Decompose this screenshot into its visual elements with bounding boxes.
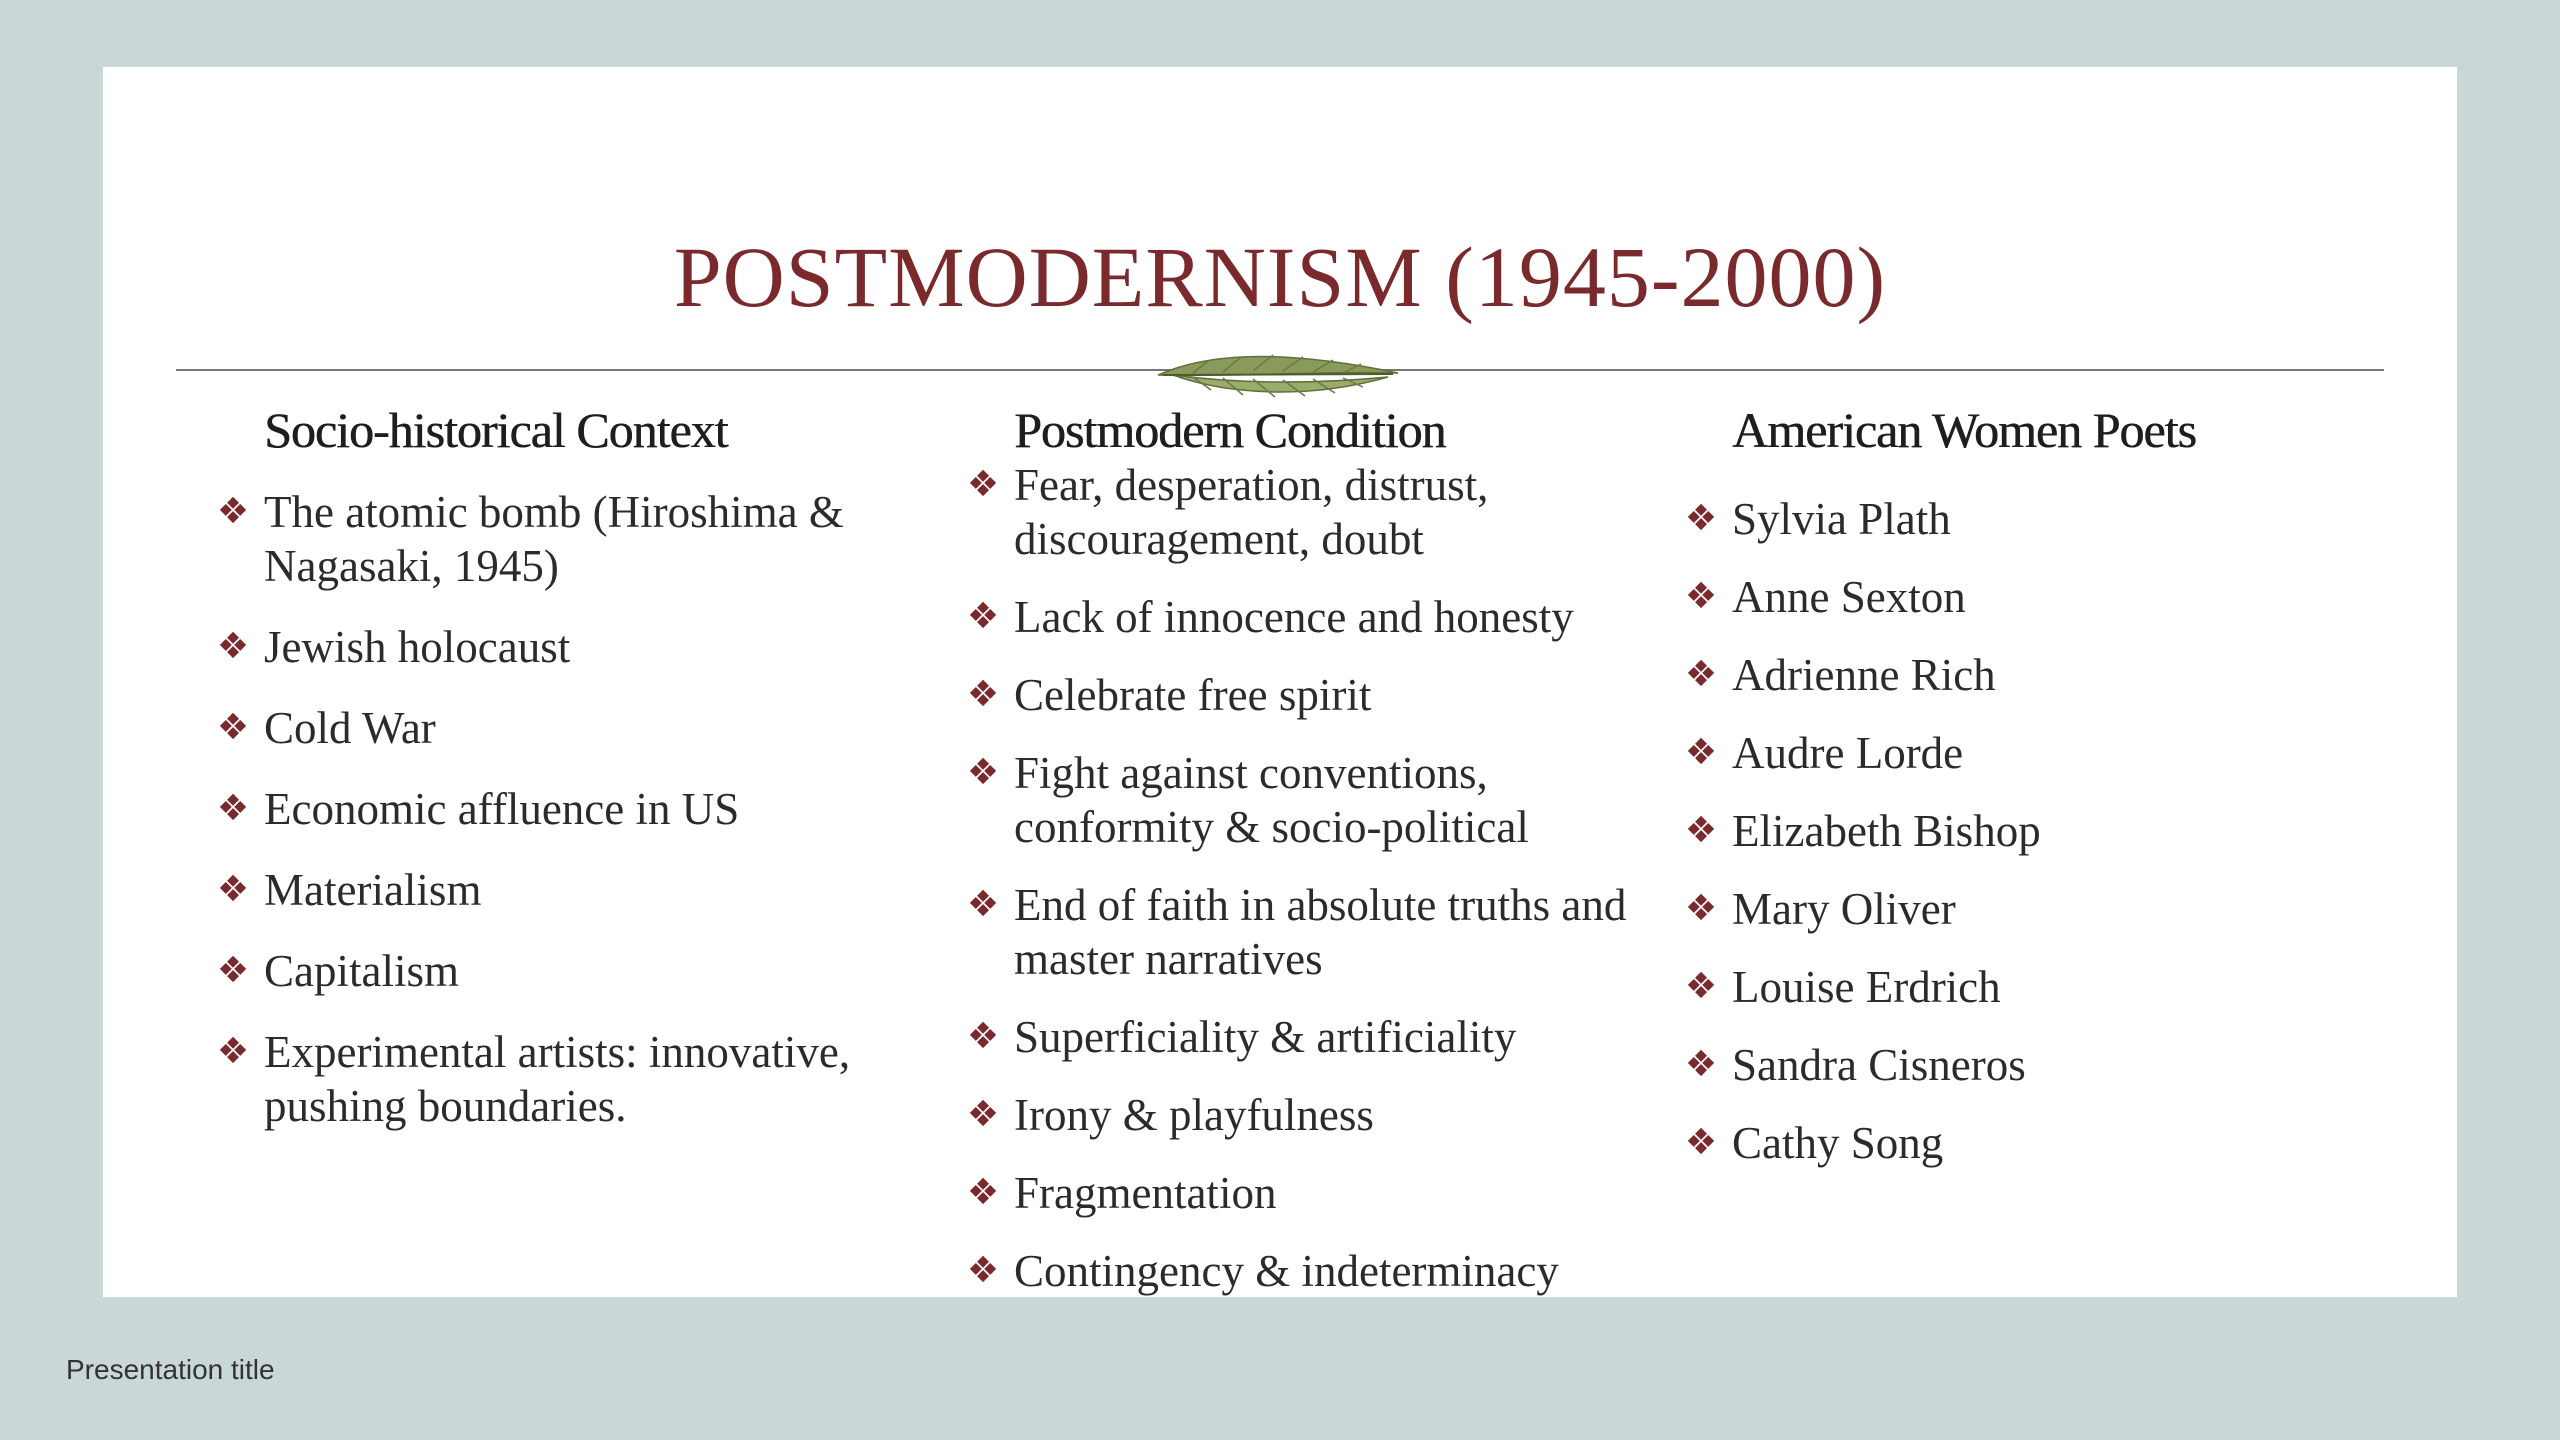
list-item: ❖ Adrienne Rich xyxy=(1681,648,2321,702)
slide-title[interactable]: POSTMODERNISM (1945-2000) xyxy=(673,229,1887,325)
diamond-bullet-icon: ❖ xyxy=(216,707,250,748)
diamond-bullet-icon: ❖ xyxy=(1684,966,1718,1007)
list-item: ❖ Fight against conventions, conformity & socio-political xyxy=(963,746,1663,854)
list-item: ❖ The atomic bomb (Hiroshima & Nagasaki, 1945) xyxy=(213,485,893,593)
list-item: ❖ Sylvia Plath xyxy=(1681,492,2321,546)
list-item: ❖ Contingency & indeterminacy xyxy=(963,1244,1663,1298)
column-heading: Postmodern Condition xyxy=(1014,402,1446,458)
diamond-bullet-icon: ❖ xyxy=(1684,732,1718,773)
diamond-bullet-icon: ❖ xyxy=(1684,1122,1718,1163)
list-item: ❖ Cathy Song xyxy=(1681,1116,2321,1170)
diamond-bullet-icon: ❖ xyxy=(966,674,1000,715)
diamond-bullet-icon: ❖ xyxy=(966,596,1000,637)
presentation-title-footer[interactable]: Presentation title xyxy=(66,1354,275,1385)
list-item: ❖ Fragmentation xyxy=(963,1166,1663,1220)
diamond-bullet-icon: ❖ xyxy=(216,869,250,910)
list-item: ❖ Mary Oliver xyxy=(1681,882,2321,936)
list-item: ❖ Sandra Cisneros xyxy=(1681,1038,2321,1092)
diamond-bullet-icon: ❖ xyxy=(966,1250,1000,1291)
list-item: ❖ Louise Erdrich xyxy=(1681,960,2321,1014)
column-heading: American Women Poets xyxy=(1732,402,2196,458)
list-item: ❖ Experimental artists: innovative, pushing boundaries. xyxy=(213,1025,893,1133)
diamond-bullet-icon: ❖ xyxy=(1684,576,1718,617)
list-item: ❖ Jewish holocaust xyxy=(213,620,893,674)
bullet-list xyxy=(213,485,893,1133)
list-item: ❖ Economic affluence in US xyxy=(213,782,893,836)
list-item: ❖ Anne Sexton xyxy=(1681,570,2321,624)
list-item: ❖ Lack of innocence and honesty xyxy=(963,590,1663,644)
diamond-bullet-icon: ❖ xyxy=(216,626,250,667)
column-postmodern-condition[interactable] xyxy=(963,403,1663,1298)
list-item: ❖ Capitalism xyxy=(213,944,893,998)
diamond-bullet-icon: ❖ xyxy=(1684,1044,1718,1085)
list-item: ❖ Materialism xyxy=(213,863,893,917)
column-heading: Socio-historical Context xyxy=(264,402,728,458)
diamond-bullet-icon: ❖ xyxy=(966,464,1000,505)
column-socio-historical-context[interactable] xyxy=(213,403,893,1133)
diamond-bullet-icon: ❖ xyxy=(216,491,250,532)
list-item: ❖ End of faith in absolute truths and master narratives xyxy=(963,878,1663,986)
diamond-bullet-icon: ❖ xyxy=(216,788,250,829)
list-item: ❖ Irony & playfulness xyxy=(963,1088,1663,1142)
bullet-list xyxy=(1681,492,2321,1170)
diamond-bullet-icon: ❖ xyxy=(966,884,1000,925)
diamond-bullet-icon: ❖ xyxy=(1684,498,1718,539)
list-item: ❖ Superficiality & artificiality xyxy=(963,1010,1663,1064)
diamond-bullet-icon: ❖ xyxy=(1684,888,1718,929)
diamond-bullet-icon: ❖ xyxy=(1684,810,1718,851)
diamond-bullet-icon: ❖ xyxy=(966,1172,1000,1213)
diamond-bullet-icon: ❖ xyxy=(966,1094,1000,1135)
diamond-bullet-icon: ❖ xyxy=(216,950,250,991)
bullet-list xyxy=(963,458,1663,1298)
diamond-bullet-icon: ❖ xyxy=(966,752,1000,793)
list-item: ❖ Audre Lorde xyxy=(1681,726,2321,780)
diamond-bullet-icon: ❖ xyxy=(216,1031,250,1072)
list-item: ❖ Cold War xyxy=(213,701,893,755)
list-item: ❖ Celebrate free spirit xyxy=(963,668,1663,722)
diamond-bullet-icon: ❖ xyxy=(1684,654,1718,695)
list-item: ❖ Elizabeth Bishop xyxy=(1681,804,2321,858)
diamond-bullet-icon: ❖ xyxy=(966,1016,1000,1057)
column-american-women-poets[interactable] xyxy=(1681,403,2321,1170)
slide xyxy=(103,67,2457,1297)
list-item: ❖ Fear, desperation, distrust, discouragement, doubt xyxy=(963,458,1663,566)
